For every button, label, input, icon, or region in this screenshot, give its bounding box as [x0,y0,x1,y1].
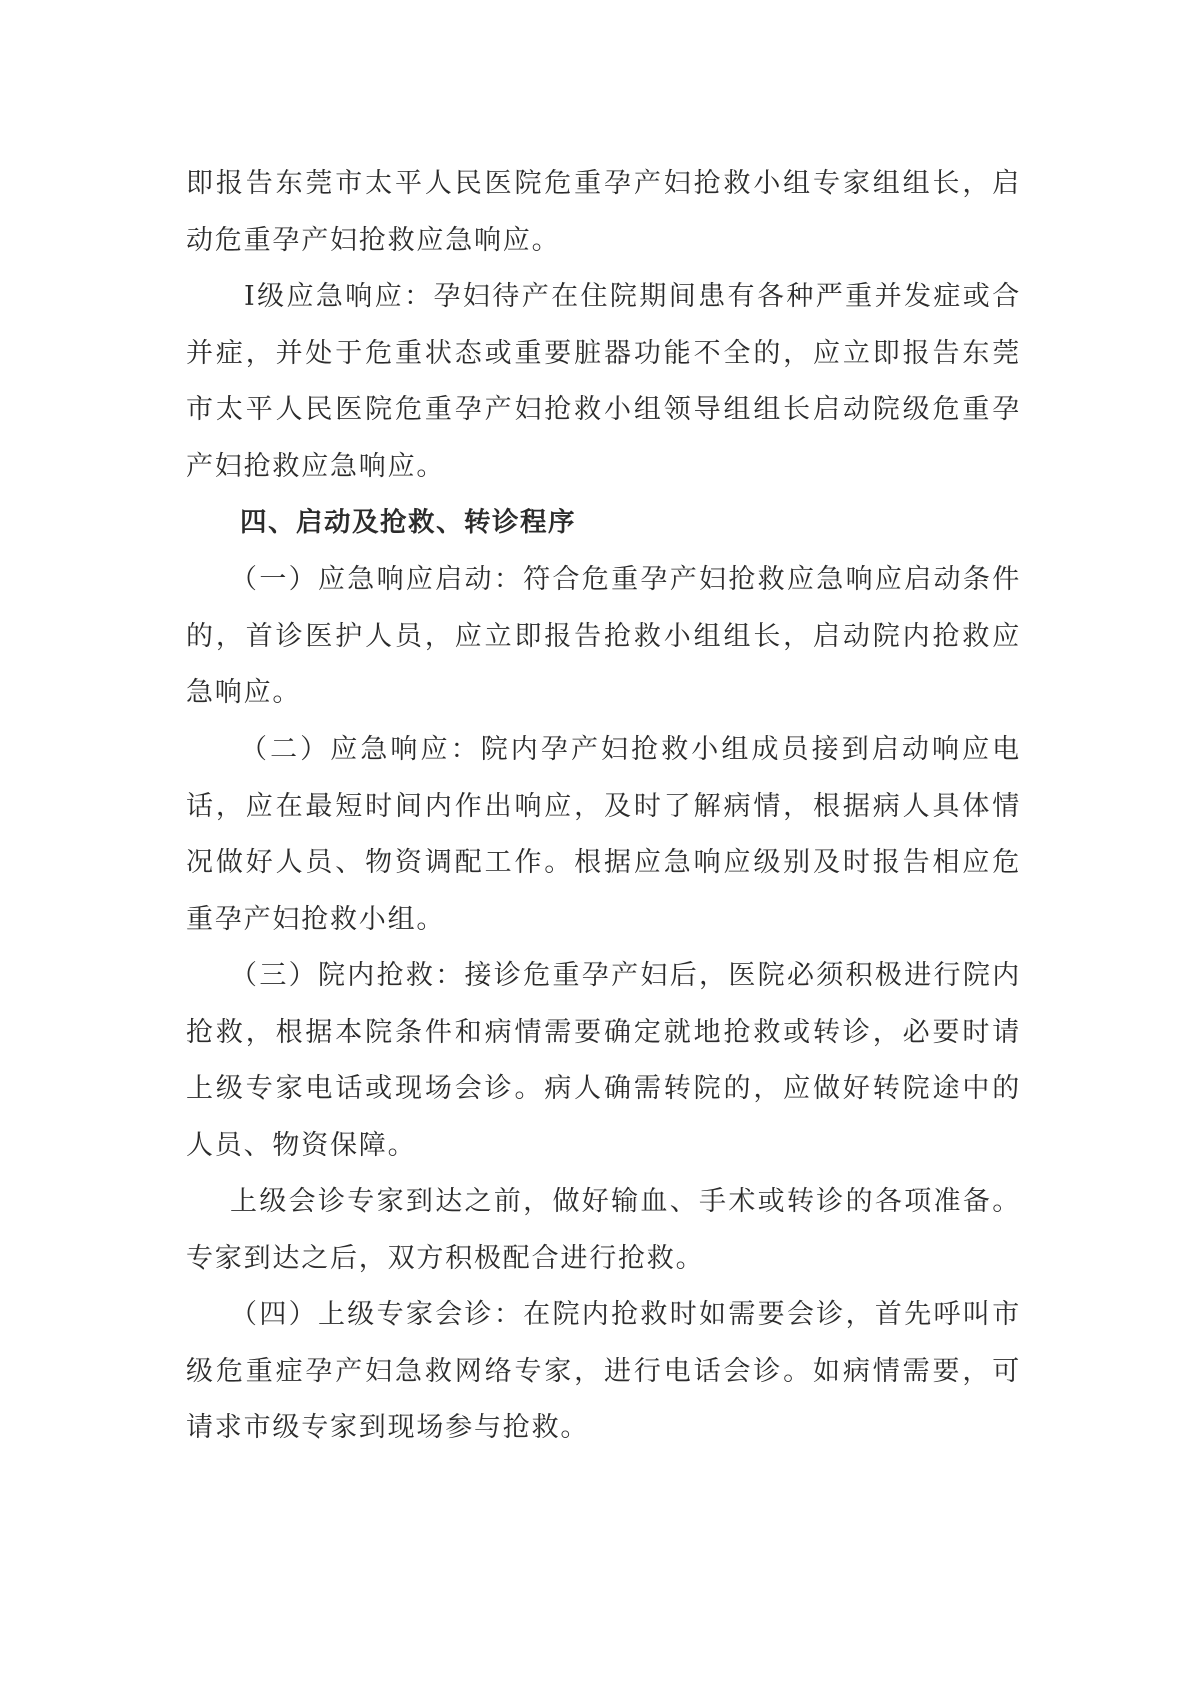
paragraph-text: 上级会诊专家到达之前，做好输血、手术或转诊的各项准备。专家到达之后，双方积极配合进行抢救。 [186,1186,1021,1274]
paragraph-item-one [186,552,1021,722]
paragraph-text: 即报告东莞市太平人民医院危重孕产妇抢救小组专家组组长，启动危重孕产妇抢救应急响应。 [186,168,1021,256]
paragraph-text: （一）应急响应启动：符合危重孕产妇抢救应急响应启动条件的，首诊医护人员，应立即报告抢救小组组长，启动院内抢救应急响应。 [186,564,1021,708]
paragraph-item-four [186,1287,1021,1457]
paragraph-item-two [186,722,1021,948]
section-heading-four [186,495,1021,552]
paragraph-text: （三）院内抢救：接诊危重孕产妇后，医院必须积极进行院内抢救，根据本院条件和病情需要确定就地抢救或转诊，必要时请上级专家电话或现场会诊。病人确需转院的，应做好转院途中的人员、物资保障。 [186,960,1021,1161]
paragraph-level-one-response [186,269,1021,495]
paragraph-text: （二）应急响应：院内孕产妇抢救小组成员接到启动响应电话，应在最短时间内作出响应，及时了解病情，根据病人具体情况做好人员、物资调配工作。根据应急响应级别及时报告相应危重孕产妇抢救小组。 [186,734,1021,935]
paragraph-preparation [186,1174,1021,1287]
paragraph-continuation [186,156,1021,269]
paragraph-text: （四）上级专家会诊：在院内抢救时如需要会诊，首先呼叫市级危重症孕产妇急救网络专家，进行电话会诊。如病情需要，可请求市级专家到现场参与抢救。 [186,1299,1021,1443]
paragraph-item-three [186,948,1021,1174]
heading-text: 四、启动及抢救、转诊程序 [240,507,576,538]
paragraph-text: Ⅰ级应急响应：孕妇待产在住院期间患有各种严重并发症或合并症，并处于危重状态或重要脏器功能不全的，应立即报告东莞市太平人民医院危重孕产妇抢救小组领导组组长启动院级危重孕产妇抢救应急响应。 [186,281,1021,482]
